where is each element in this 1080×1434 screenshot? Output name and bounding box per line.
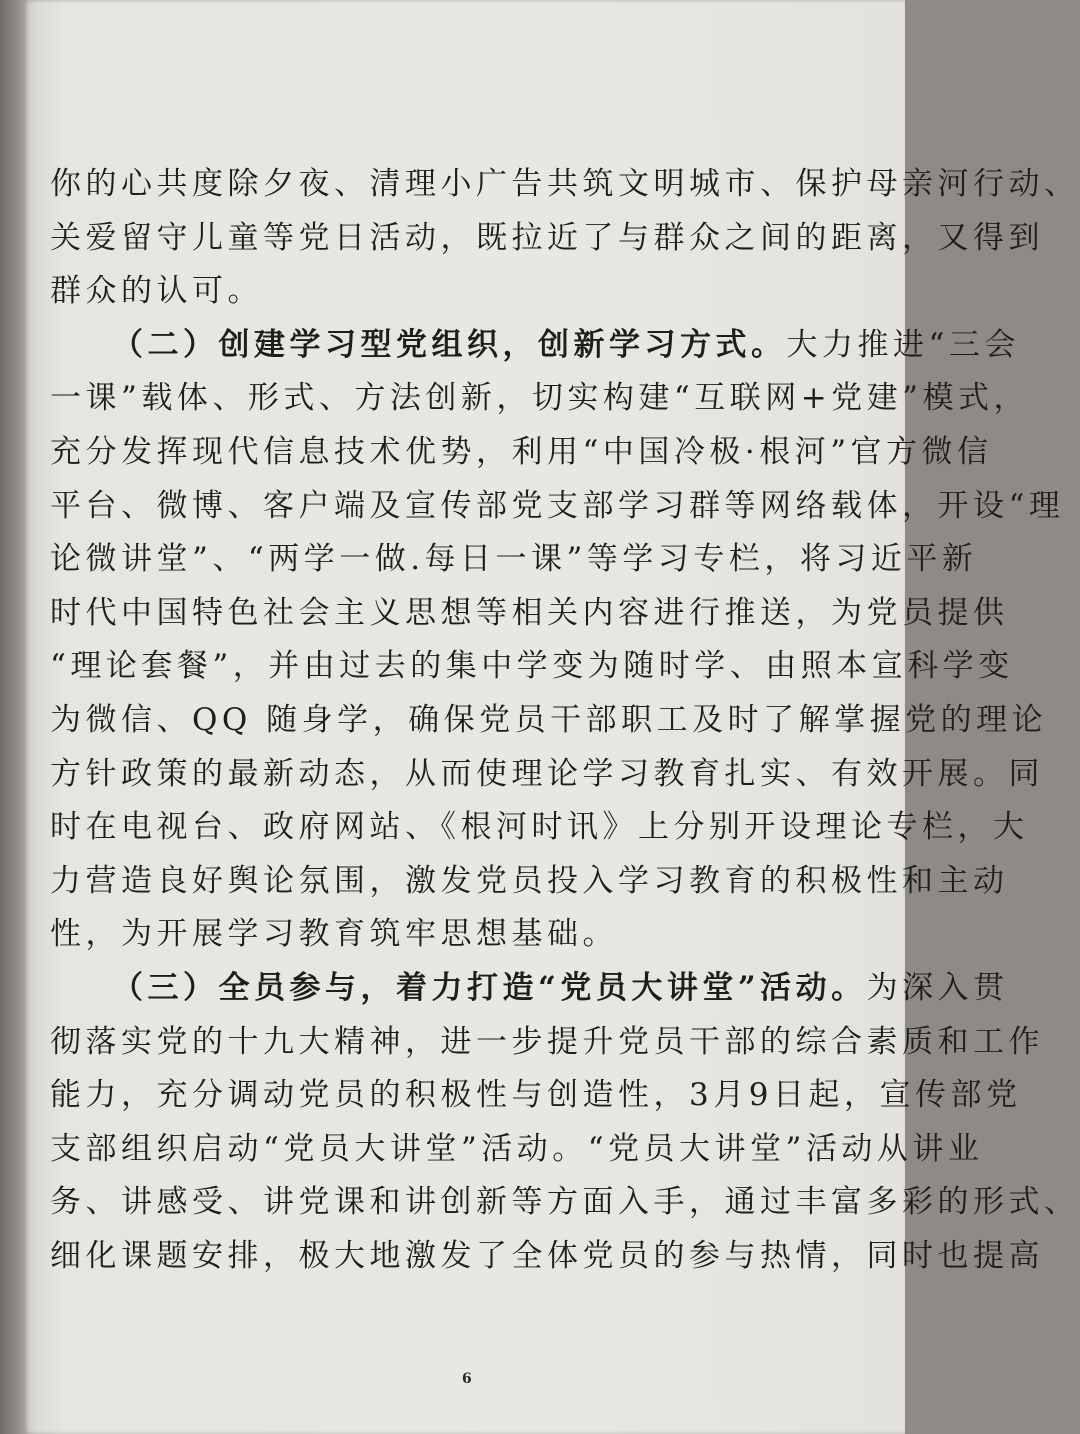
text-line: 支部组织启动“党员大讲堂”活动。“党员大讲堂”活动从讲业: [50, 1130, 984, 1167]
text-line: 方针政策的最新动态，从而使理论学习教育扎实、有效开展。同: [50, 755, 1044, 792]
text-run: 为深入贯: [866, 969, 1009, 1006]
text-line: 群众的认可。: [50, 273, 263, 310]
paragraph-first-line: [50, 962, 1009, 1016]
text-line: 论微讲堂”、“两学一做.每日一课”等学习专栏，将习近平新: [50, 541, 978, 578]
text-run: 大力推进“三会: [786, 326, 1020, 363]
section-heading: （三）全员参与，着力打造“党员大讲堂”活动。: [112, 969, 867, 1006]
text-line: 能力，充分调动党员的积极性与创造性，3月9日起，宣传部党: [50, 1077, 1022, 1114]
body-text: [50, 158, 1080, 1283]
section-heading: （二）创建学习型党组织，创新学习方式。: [112, 326, 787, 363]
page-number: 6: [462, 1371, 472, 1387]
text-line: 时代中国特色社会主义思想等相关内容进行推送，为党员提供: [50, 594, 1009, 631]
text-line: 细化课题安排，极大地激发了全体党员的参与热情，同时也提高: [50, 1237, 1044, 1274]
paragraph-first-line: [50, 319, 1020, 373]
book-binding: [0, 0, 26, 1434]
text-line: 你的心共度除夕夜、清理小广告共筑文明城市、保护母亲河行动、: [50, 166, 1080, 202]
text-line: 务、讲感受、讲党课和讲创新等方面入手，通过丰富多彩的形式、: [50, 1184, 1080, 1221]
text-line: 充分发挥现代信息技术优势，利用“中国冷极·根河”官方微信: [50, 433, 993, 470]
text-line: 彻落实党的十九大精神，进一步提升党员干部的综合素质和工作: [50, 1023, 1044, 1060]
text-line: 性，为开展学习教育筑牢思想基础。: [50, 916, 618, 953]
text-line: 一课”载体、形式、方法创新，切实构建“互联网+党建”模式，: [50, 380, 1030, 417]
text-line: 时在电视台、政府网站、《根河时讯》上分别开设理论专栏，大: [50, 809, 1029, 846]
document-page: [24, 0, 1080, 1434]
text-line: 关爱留守儿童等党日活动，既拉近了与群众之间的距离，又得到: [50, 219, 1044, 256]
text-line: 平台、微博、客户端及宣传部党支部学习群等网络载体，开设“理: [50, 487, 1065, 524]
text-line: 为微信、QQ 随身学，确保党员干部职工及时了解掌握党的理论: [50, 701, 1048, 738]
text-line: “理论套餐”，并由过去的集中学变为随时学、由照本宣科学变: [50, 648, 1014, 685]
text-line: 力营造良好舆论氛围，激发党员投入学习教育的积极性和主动: [50, 862, 1009, 899]
